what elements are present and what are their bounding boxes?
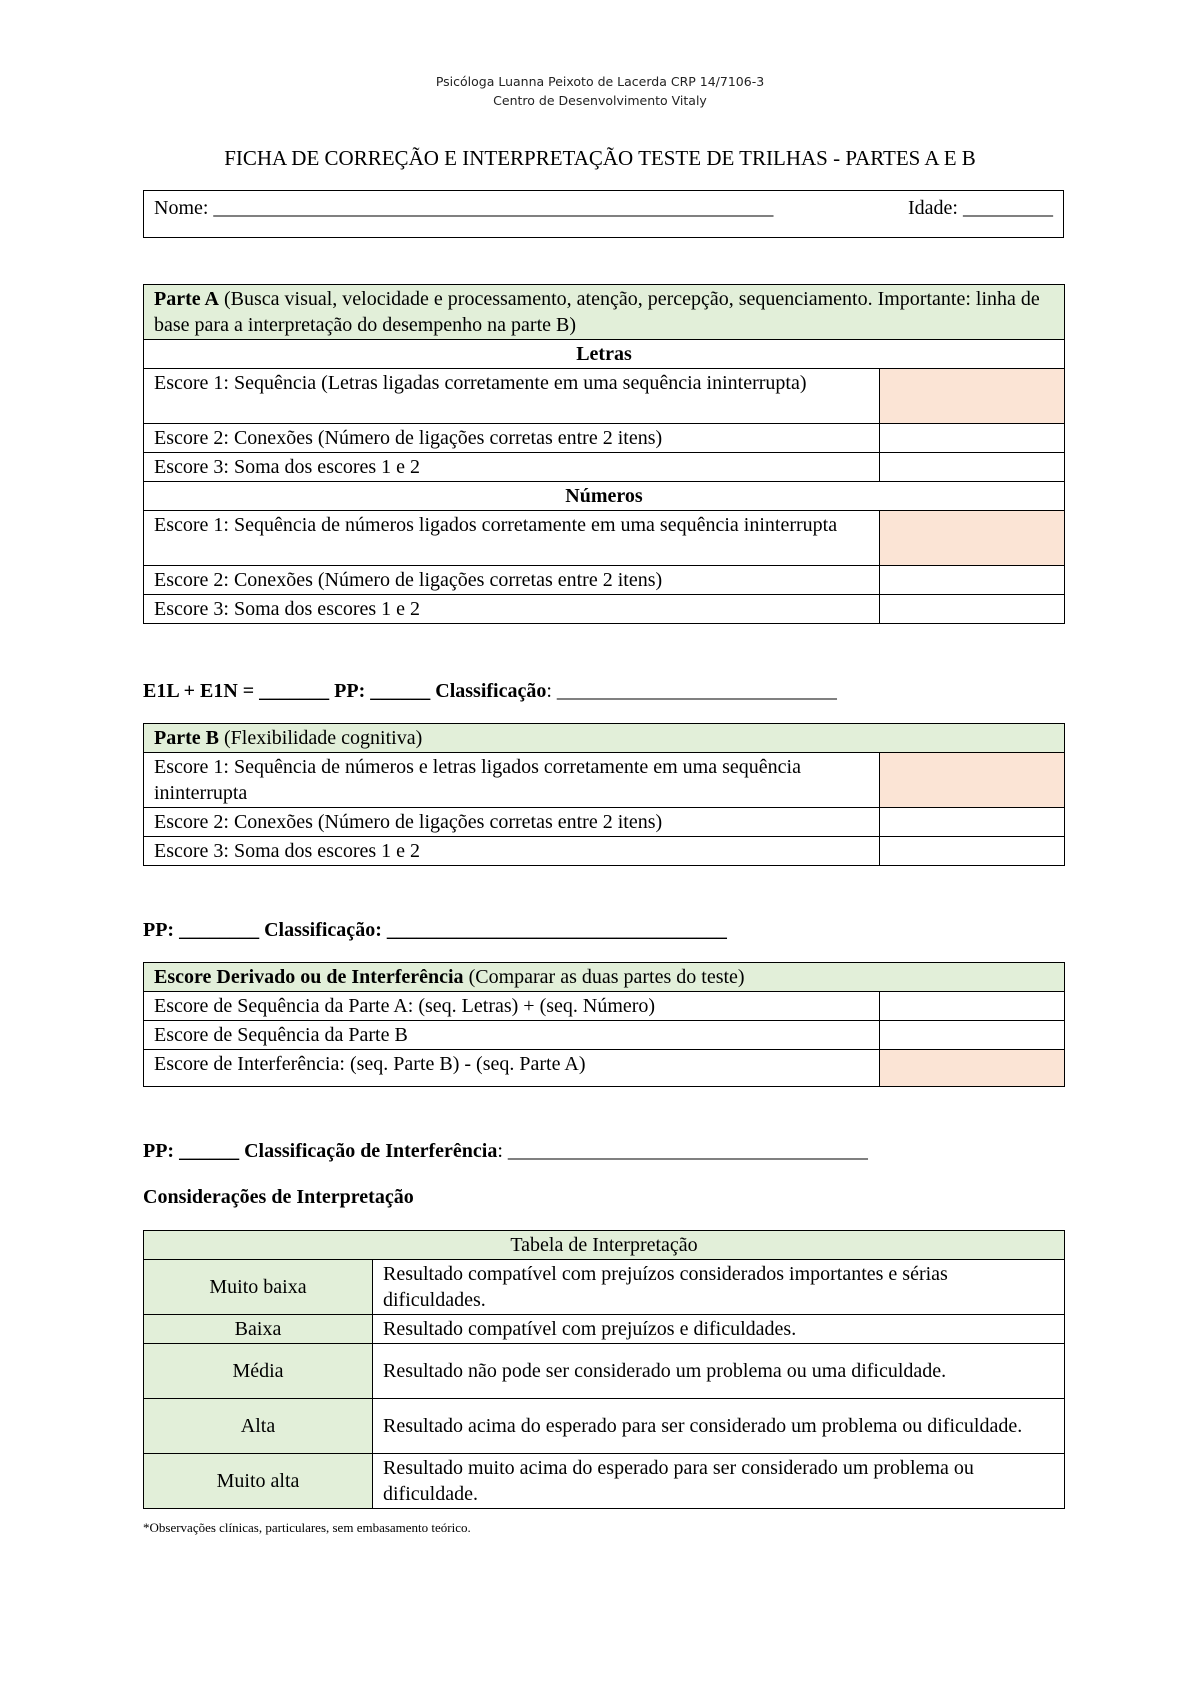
part-a-description: (Busca visual, velocidade e processamento, atenção, percepção, sequenciamento. Importante: linha de base para a interpretação do desempenho na parte B) (154, 288, 1040, 336)
footnote: *Observações clínicas, particulares, sem embasamento teórico. (143, 1520, 471, 1535)
numbers-score3-label: Escore 3: Soma dos escores 1 e 2 (144, 595, 880, 624)
level-medium-description: Resultado não pode ser considerado um problema ou uma dificuldade. (373, 1344, 1065, 1399)
level-low-description: Resultado compatível com prejuízos e dificuldades. (373, 1315, 1065, 1344)
derived-header (144, 963, 1065, 992)
part-a-classification-blank: : ____________________________ (546, 680, 837, 702)
header-center: Centro de Desenvolvimento Vitaly (493, 93, 707, 108)
derived-row3-input[interactable] (880, 1050, 1065, 1087)
age-field[interactable]: Idade: _________ (908, 197, 1053, 219)
interpretation-table-title: Tabela de Interpretação (144, 1231, 1065, 1260)
interpretation-heading: Considerações de Interpretação (143, 1186, 414, 1208)
letters-score3-input[interactable] (880, 453, 1065, 482)
part-a-table (143, 284, 1065, 624)
level-high-description: Resultado acima do esperado para ser considerado um problema ou dificuldade. (373, 1399, 1065, 1454)
page-title: FICHA DE CORREÇÃO E INTERPRETAÇÃO TESTE DE TRILHAS - PARTES A E B (224, 146, 976, 170)
interference-result-line[interactable] (143, 1140, 868, 1163)
part-a-result-label: E1L + E1N = _______ PP: ______ Classificação (143, 680, 547, 702)
numbers-score3-input[interactable] (880, 595, 1065, 624)
level-medium: Média (144, 1344, 373, 1399)
level-very-low: Muito baixa (144, 1260, 373, 1315)
level-very-low-description: Resultado compatível com prejuízos considerados importantes e sérias dificuldades. (373, 1260, 1065, 1315)
derived-row3-label: Escore de Interferência: (seq. Parte B) - (seq. Parte A) (144, 1050, 880, 1087)
part-b-description: (Flexibilidade cognitiva) (218, 727, 423, 749)
level-low: Baixa (144, 1315, 373, 1344)
header-psychologist: Psicóloga Luanna Peixoto de Lacerda CRP 14/7106-3 (435, 74, 765, 89)
numbers-subheader: Números (144, 482, 1065, 511)
interference-classification-blank: : ____________________________________ (497, 1140, 868, 1162)
part-b-score3-label: Escore 3: Soma dos escores 1 e 2 (144, 837, 880, 866)
derived-description: (Comparar as duas partes do teste) (463, 966, 745, 988)
letters-score3-label: Escore 3: Soma dos escores 1 e 2 (144, 453, 880, 482)
numbers-score2-input[interactable] (880, 566, 1065, 595)
derived-row1-label: Escore de Sequência da Parte A: (seq. Letras) + (seq. Número) (144, 992, 880, 1021)
letters-score2-input[interactable] (880, 424, 1065, 453)
interpretation-table (143, 1230, 1065, 1509)
part-b-table (143, 723, 1065, 866)
numbers-score1-label: Escore 1: Sequência de números ligados corretamente em uma sequência ininterrupta (144, 511, 880, 566)
derived-row2-input[interactable] (880, 1021, 1065, 1050)
name-age-box (143, 190, 1064, 238)
derived-row2-label: Escore de Sequência da Parte B (144, 1021, 880, 1050)
level-very-high: Muito alta (144, 1454, 373, 1509)
part-b-score2-label: Escore 2: Conexões (Número de ligações corretas entre 2 itens) (144, 808, 880, 837)
part-b-score2-input[interactable] (880, 808, 1065, 837)
part-a-header (144, 285, 1065, 340)
letters-subheader: Letras (144, 340, 1065, 369)
letters-score1-label: Escore 1: Sequência (Letras ligadas corretamente em uma sequência ininterrupta) (144, 369, 880, 424)
name-field[interactable]: Nome: ________________________________________________________ (154, 197, 774, 219)
part-b-result-line[interactable]: PP: ________ Classificação: __________________________________ (143, 919, 727, 941)
level-high: Alta (144, 1399, 373, 1454)
derived-score-table (143, 962, 1065, 1087)
numbers-score2-label: Escore 2: Conexões (Número de ligações corretas entre 2 itens) (144, 566, 880, 595)
derived-row1-input[interactable] (880, 992, 1065, 1021)
part-b-header (144, 724, 1065, 753)
derived-title: Escore Derivado ou de Interferência (154, 966, 464, 988)
level-very-high-description: Resultado muito acima do esperado para ser considerado um problema ou dificuldade. (373, 1454, 1065, 1509)
interference-result-label: PP: ______ Classificação de Interferência (143, 1140, 498, 1162)
part-b-score1-input[interactable] (880, 753, 1065, 808)
letters-score2-label: Escore 2: Conexões (Número de ligações corretas entre 2 itens) (144, 424, 880, 453)
numbers-score1-input[interactable] (880, 511, 1065, 566)
part-a-result-line[interactable] (143, 680, 837, 703)
letters-score1-input[interactable] (880, 369, 1065, 424)
part-b-score1-label: Escore 1: Sequência de números e letras ligados corretamente em uma sequência ininterrupta (144, 753, 880, 808)
part-b-score3-input[interactable] (880, 837, 1065, 866)
part-a-title: Parte A (154, 288, 219, 310)
part-b-title: Parte B (154, 727, 219, 749)
